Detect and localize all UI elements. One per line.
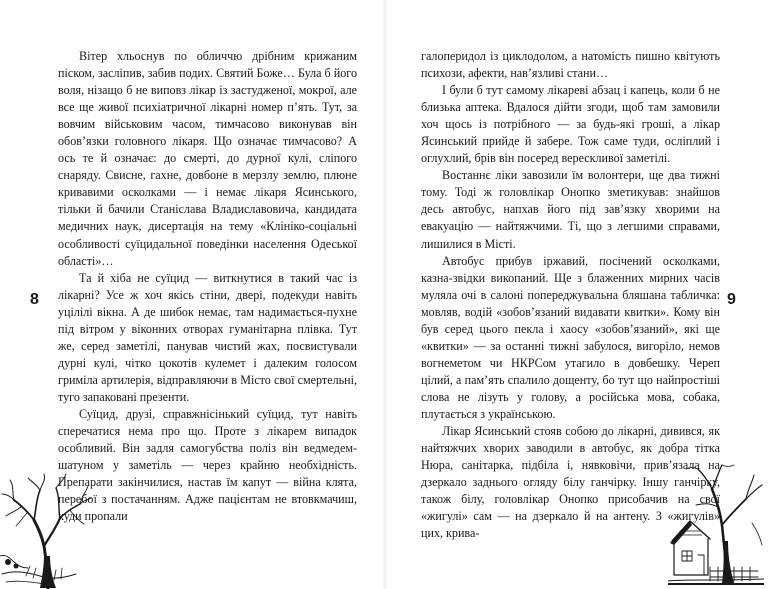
paragraph: І були б тут самому лікареві абзац і капець, коли б не близька аптека. Вдалося дійти згоди, щоб там замовили хоч щось із потрібного — за будь-які гроші, а лікар Ясинський прийде й забере. Тож саме туди, осліплий і оглухлий, брів він посеред верескливої заметілі.: [421, 83, 720, 166]
house-illustration: [668, 463, 764, 585]
paragraph: галоперидол із циклодолом, а натомість пишно квітують психози, афекти, нав’язливі стани…: [421, 49, 720, 81]
paragraph: Востаннє ліки завозили їм волонтери, ще два тижні тому. Тоді ж головлікар Онопко зметикував: знайшов десь автобус, напхав його під зав’язку хворими на евакуацію — найтяжчими. Ті, що з легшими справами, лишилися в Місті.: [421, 168, 720, 251]
page-number-right: 9: [727, 291, 736, 308]
left-page-text: [58, 48, 357, 525]
paragraph: Суїцид, друзі, справжнісінький суїцид, тут навіть сперечатися нема про що. Проте з лікарем випадок особливий. Він задля самогубства поліз він ведмедем-шатуном у заметіль — через крайню необхідність. Препарати закінчилися, настав їм капут — війна клята, перебої з постачанням. Адже пацієнтам не втовкмачиш, куди пропали: [58, 406, 357, 524]
paragraph: Та й хіба не суїцид — виткнутися в такий час із лікарні? Усе ж хоч якісь стіни, двері, подекуди навіть уцілілі вікна. А де шибок немає, там надимається-пухне під вітром у віконних отворах гуманітарна плівка. Тут же, серед заметілі, панував чистий жах, посвистували дурні кулі, чітко цокотів кулемет і далеким голосом гриміла артилерія, відправляючи в Місто свої смертельні, туго запаковані презенти.: [58, 270, 357, 404]
paragraph: Вітер хльоснув по обличчю дрібним крижаним піском, засліпив, забив подих. Святий Боже… Була б його воля, нізащо б не виповз лікар із застудженої, мокрої, але все ще живої психіатричної лікарні номер п’ять. Тут, за вовчим військовим часом, тимчасово виконував він обов’язки головного лікаря. Що означає тимчасово? А ось те й означає: до смерті, до дурної кулі, сліпого снаряду. Свисне, гахне, довбоне в мерзлу землю, плюне кривавими осколками — і немає лікаря Ясинського, тільки й бачили Станіслава Владиславовича, кандидата медичних наук, дисертація на тему «Клініко-соціальні особливості суїцидальної поведінки населення Одеської області»…: [58, 49, 357, 268]
bare-tree-illustration: [0, 470, 92, 589]
paragraph: Автобус прибув іржавий, посічений осколками, казна-звідки викопаний. Ще з блаженних мирних часів муляла очі в салоні попереджувальна бляшана табличка: мовляв, водій «зобов’язаний видавати квитки». Кому він був серед цього пекла і хаосу «зобов’язаний», які ще «квитки» — за останні тижні забулося, вигоріло, немов вогнеметом чи НКРСом утагило в довбешку. Череп цілий, а пам’ять спалило дощенту, бо тут що найпростіші слова не лізуть у голову, а російська мова, собака, плутається з українською.: [421, 253, 720, 421]
page-number-left: 8: [30, 291, 39, 308]
paragraph: Лікар Ясинський стояв собою до лікарні, дивився, як найтяжчих хворих заводили в автобус, як добра тітка Нюра, санітарка, підбіла і, нявковічи, прив’язала на дзеркало заднього огляду білу ганчірку. Іншу ганчірку, також білу, головлікар Онопко присобачив на свої «жигулі» сам — на дзеркало й на антену. З «жигулів» цих, крива-: [421, 424, 720, 541]
book-gutter: [382, 0, 388, 589]
